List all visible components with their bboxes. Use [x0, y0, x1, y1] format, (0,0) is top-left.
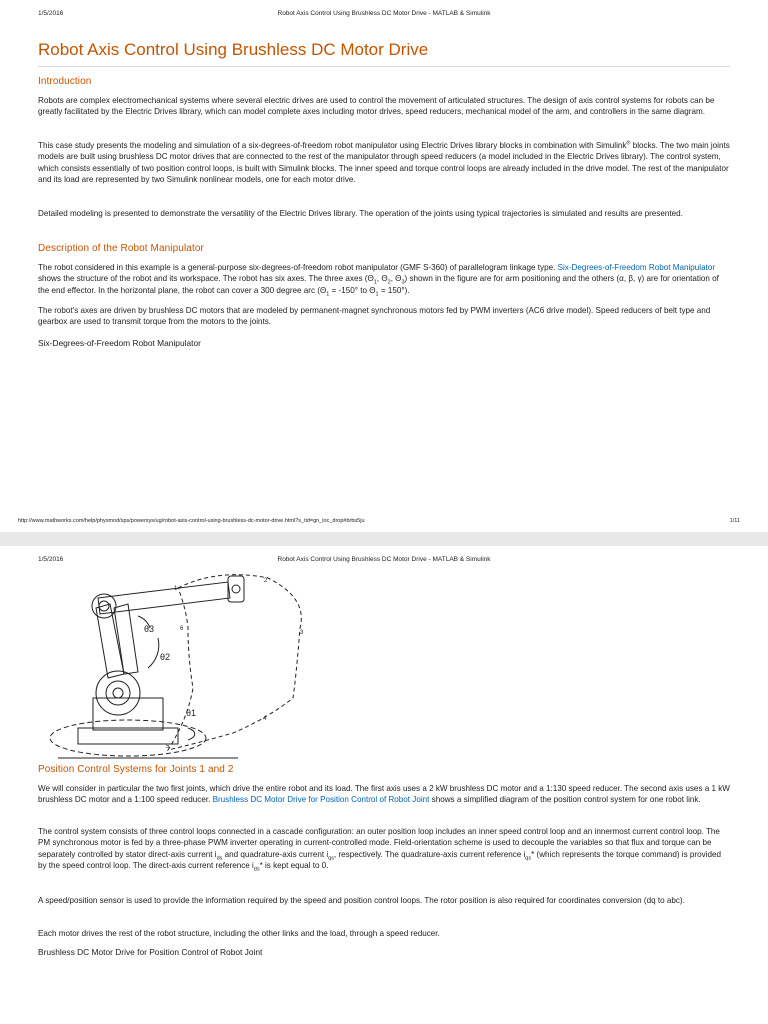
pos-p1-a: We will consider in particular the two first joints, which drive the entire robot and its load. The first axis uses a 2 kW brushless DC motor and a 1:130 speed reducer. The second axis uses a 1 kW brushless DC motor and a 1:100 speed reducer. — [38, 784, 730, 805]
desc-p1-c: , Θ — [376, 274, 388, 284]
pos-p1-b: shows a simplified diagram of the position control system for one robot link. — [429, 795, 701, 805]
workspace-boundary — [168, 575, 301, 750]
sub: ds — [216, 855, 223, 862]
point-1-label: 1 — [174, 586, 178, 592]
intro-paragraph-1 — [38, 95, 730, 118]
description-section — [38, 243, 730, 254]
sub: qs — [525, 855, 532, 862]
intro-p3: Detailed modeling is presented to demonstrate the versatility of the Electric Drives library. The operation of the joints using typical trajectories is simulated and results are presented. — [38, 209, 683, 218]
lower-arm — [96, 604, 124, 678]
desc-p1-b: shows the structure of the robot and its workspace. The robot has six axes. The three axes (Θ — [38, 274, 374, 284]
sub: 3 — [401, 280, 405, 287]
pos-p2-a: The control system consists of three control loops connected in a cascade configuration: an outer position loop includes an inner speed control loop and an innermost current control loop. The PM synchronous motor is fed by a three-phase PWM inverter operating in current-controlled mode. Field-orientation scheme is used to decouple the variables so that flux and torque can be separately controlled by stator direct-axis current i — [38, 827, 720, 859]
pos-p2-d: * (which represents the torque command) is provided by the speed control loop. The direct-axis current reference i — [38, 849, 721, 871]
figure-1-caption: Six-Degrees-of-Freedom Robot Manipulator — [38, 338, 201, 348]
base-rotation-arc — [50, 720, 206, 756]
theta-3-label: θ3 — [144, 624, 155, 634]
sub: qs — [328, 855, 334, 862]
desc-p1-d: , Θ — [390, 274, 402, 284]
footer-url: http://www.mathworks.com/help/physmod/sps/powersys/ug/robot-axis-control-using-brushless-dc-motor-drive.html?s_tid=gn_loc_drop#brbs5ju — [18, 518, 365, 524]
bldc-figure-link[interactable]: Brushless DC Motor Drive for Position Control of Robot Joint — [212, 795, 430, 805]
header-date-2: 1/5/2016 — [38, 556, 64, 563]
point-2-label: 2 — [264, 578, 268, 584]
pos-p2 — [38, 826, 730, 872]
footer-page-number: 1/11 — [729, 518, 740, 524]
page-1-content — [38, 40, 730, 67]
theta-2-label: θ2 — [160, 652, 171, 662]
intro-paragraph-3 — [38, 208, 730, 219]
page-2 — [0, 540, 768, 1024]
position-control-section — [38, 764, 730, 775]
description-paragraph-2 — [38, 305, 730, 328]
intro-p1: Robots are complex electromechanical systems where several electric drives are used to control the movement of articulated structures. The design of axis control systems for robots can be greatly facilitated by the Electric Drives library, which can model complete axes including motor drives, speed reducers, mechanical model of the arm, and controllers in the same diagram. — [38, 96, 715, 117]
sub: 1 — [373, 280, 377, 287]
desc-p1-g: = 150°). — [378, 285, 410, 295]
intro-heading: Introduction — [38, 76, 92, 87]
point-5-label: 5 — [166, 744, 170, 750]
pos-p2-e: * is kept equal to 0. — [259, 861, 329, 871]
intro-paragraph-2 — [38, 140, 730, 186]
joint-2-inner — [106, 681, 130, 705]
header-title-2: Robot Axis Control Using Brushless DC Motor Drive - MATLAB & Simulink — [277, 556, 491, 563]
parallel-link — [114, 604, 138, 674]
desc-p1-e: ) shown in the figure are for arm positioning and the others (α, β, γ) are for orientation of the end effector. In the horizontal plane, the robot can cover a 300 degree arc (Θ — [38, 274, 719, 295]
figure-2-caption: Brushless DC Motor Drive for Position Control of Robot Joint — [38, 947, 263, 957]
theta-2-arc — [148, 638, 159, 668]
theta-1-arc — [188, 728, 195, 740]
position-control-heading: Position Control Systems for Joints 1 and 2 — [38, 764, 234, 775]
pos-p2-b: and quadrature-axis current i — [222, 849, 329, 859]
joint-2-center — [113, 688, 123, 698]
intro-section — [38, 76, 730, 87]
description-heading: Description of the Robot Manipulator — [38, 243, 204, 254]
position-paragraph-1 — [38, 783, 730, 806]
sub: 1 — [375, 291, 379, 298]
sub: ds — [253, 866, 260, 873]
six-dof-figure-link[interactable]: Six-Degrees-of-Freedom Robot Manipulator — [557, 263, 716, 272]
robot-manipulator-figure — [38, 568, 328, 768]
sub: 1 — [326, 291, 330, 298]
figure-1-caption-block — [38, 338, 730, 349]
intro-p2 — [38, 140, 730, 186]
point-6-label: 6 — [180, 626, 184, 632]
position-paragraph-3 — [38, 895, 730, 906]
sub: 2 — [387, 280, 391, 287]
desc-p1-f: = -150° to Θ — [329, 285, 376, 295]
joint-2-hub — [96, 671, 140, 715]
registered-mark: ® — [626, 140, 631, 147]
desc-p1-a: The robot considered in this example is a general-purpose six-degrees-of-freedom robot manipulator (GMF S-360) of parallelogram linkage type. — [38, 263, 558, 272]
upper-arm — [98, 582, 230, 614]
description-paragraph-1 — [38, 262, 730, 296]
pos-p2-c: , respectively. The quadrature-axis current reference i — [333, 849, 526, 859]
intro-p2-a: This case study presents the modeling and simulation of a six-degrees-of-freedom robot manipulator using Electric Drives library blocks in combination with Simulink — [38, 141, 627, 150]
desc-p1 — [38, 262, 730, 296]
desc-p2: The robot's axes are driven by brushless DC motors that are modeled by permanent-magnet synchronous motors fed by PWM inverters (AC6 drive model). Speed reducers of belt type and gearbox are used to transmit torque from the motors to the joints. — [38, 306, 711, 327]
pos-p1 — [38, 783, 730, 806]
point-3-label: 3 — [300, 630, 304, 636]
header-date: 1/5/2016 — [38, 10, 64, 17]
figure-2-caption-block — [38, 947, 730, 958]
page-title: Robot Axis Control Using Brushless DC Motor Drive — [38, 40, 730, 67]
wrist-center — [232, 585, 240, 593]
position-paragraph-2 — [38, 826, 730, 872]
point-4-label: 4 — [263, 716, 267, 722]
intro-p2-b: blocks. The two main joints models are built using brushless DC motor drives that are connected to the rest of the manipulator through speed reducers (a model included in the Electric Drives library). The control system, which consists essentially of two position control loops, is built with Simulink blocks. The inner speed and torque control loops are already included in the drive model. The rest of the manipulator and its load are represented by two Simulink nonlinear models, one for each motor drive. — [38, 141, 730, 185]
robot-pedestal — [93, 698, 163, 730]
pos-p4: Each motor drives the rest of the robot structure, including the other links and the load, through a speed reducer. — [38, 929, 440, 938]
pos-p3: A speed/position sensor is used to provide the information required by the speed and position control loops. The rotor position is also required for coordinates conversion (dq to abc). — [38, 896, 685, 905]
theta-1-label: θ1 — [186, 708, 197, 718]
robot-diagram — [38, 568, 328, 768]
position-paragraph-4 — [38, 928, 730, 939]
header-title: Robot Axis Control Using Brushless DC Motor Drive - MATLAB & Simulink — [277, 10, 491, 17]
